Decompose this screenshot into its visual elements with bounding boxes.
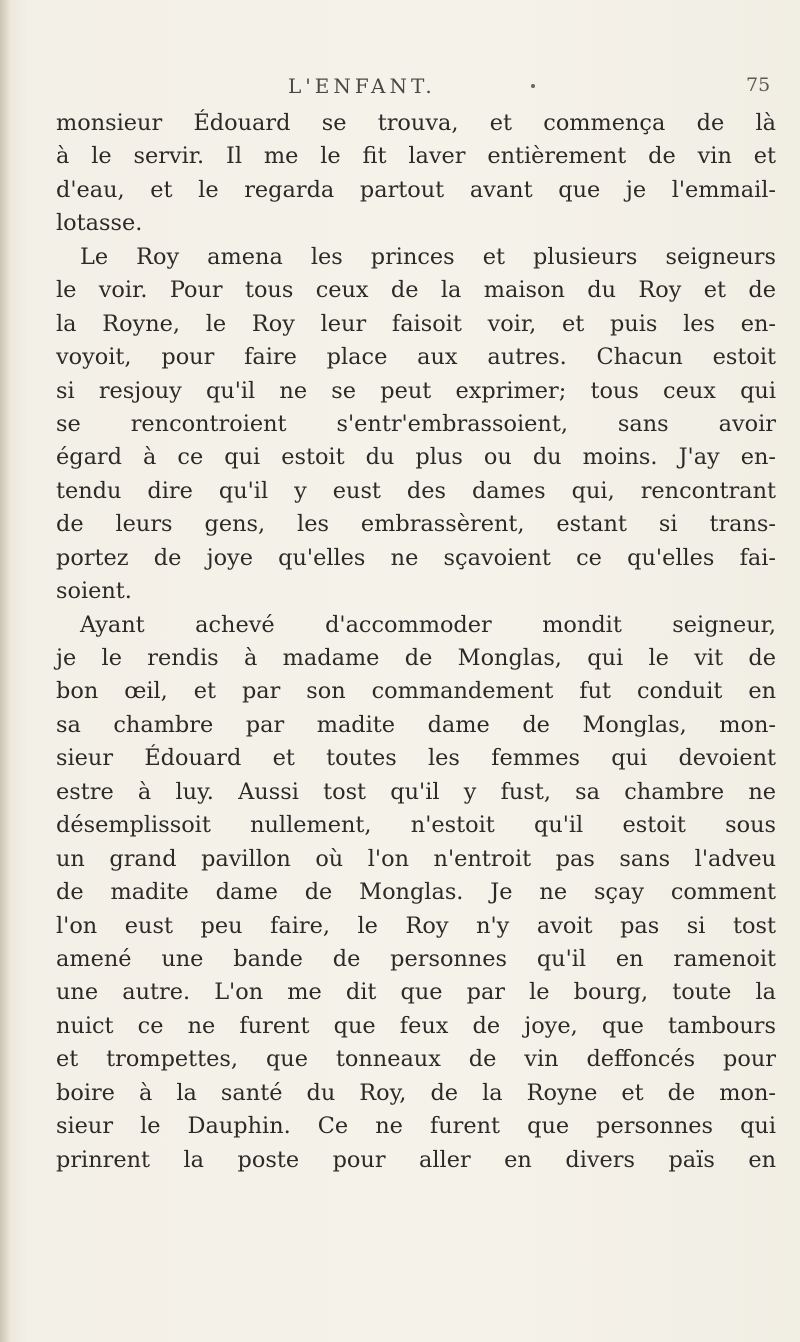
text-line: une autre. L'on me dit que par le bourg, toute la: [56, 979, 776, 1006]
text-line: égard à ce qui estoit du plus ou du moins. J'ay en-: [56, 444, 776, 471]
text-line: bon œil, et par son commandement fut conduit en: [56, 678, 776, 705]
text-line: lotasse.: [56, 210, 143, 237]
text-line: sieur le Dauphin. Ce ne furent que personnes qui: [56, 1113, 776, 1140]
text-line: amené une bande de personnes qu'il en ramenoit: [56, 945, 776, 972]
text-line: se rencontroient s'entr'embrassoient, sans avoir: [56, 410, 776, 437]
text-line: nuict ce ne furent que feux de joye, que tambours: [56, 1012, 776, 1039]
text-line: le voir. Pour tous ceux de la maison du Roy et de: [56, 277, 776, 304]
text-line: à le servir. Il me le fit laver entièrement de vin et: [56, 143, 776, 170]
text-line: sa chambre par madite dame de Monglas, mon-: [56, 711, 776, 738]
text-line: Ayant achevé d'accommoder mondit seigneur,: [80, 611, 776, 638]
text-line: Le Roy amena les princes et plusieurs seigneurs: [80, 243, 776, 270]
text-line: de madite dame de Monglas. Je ne sçay comment: [56, 879, 776, 906]
text-line: la Royne, le Roy leur faisoit voir, et puis les en-: [56, 310, 776, 337]
text-line: de leurs gens, les embrassèrent, estant si trans-: [56, 511, 776, 538]
text-line: je le rendis à madame de Monglas, qui le vit de: [56, 645, 776, 671]
text-line: sieur Édouard et toutes les femmes qui devoient: [56, 745, 776, 772]
binding-edge: [0, 0, 10, 1342]
text-line: portez de joye qu'elles ne sçavoient ce qu'elles fai-: [56, 544, 776, 571]
text-line: monsieur Édouard se trouva, et commença de là: [56, 110, 776, 136]
running-head: [0, 74, 800, 104]
ink-dot: [531, 84, 535, 88]
text-line: et trompettes, que tonneaux de vin deffoncés pour: [56, 1046, 776, 1073]
body-text: [56, 107, 776, 1177]
text-line: si resjouy qu'il ne se peut exprimer; tous ceux qui: [56, 377, 776, 404]
text-line: d'eau, et le regarda partout avant que je l'emmail-: [56, 176, 776, 203]
text-line: boire à la santé du Roy, de la Royne et de mon-: [56, 1079, 776, 1106]
text-line: un grand pavillon où l'on n'entroit pas sans l'adveu: [56, 845, 776, 872]
text-line: l'on eust peu faire, le Roy n'y avoit pas si tost: [56, 912, 776, 939]
running-title: L'ENFANT.: [288, 74, 436, 98]
page-number: 75: [746, 74, 771, 96]
text-line: soient.: [56, 578, 132, 605]
text-line: estre à luy. Aussi tost qu'il y fust, sa chambre ne: [56, 778, 776, 805]
text-line: désemplissoit nullement, n'estoit qu'il estoit sous: [56, 812, 776, 839]
text-line: prinrent la poste pour aller en divers païs en: [56, 1146, 776, 1173]
text-line: tendu dire qu'il y eust des dames qui, rencontrant: [56, 477, 776, 504]
text-line: voyoit, pour faire place aux autres. Chacun estoit: [56, 344, 776, 371]
